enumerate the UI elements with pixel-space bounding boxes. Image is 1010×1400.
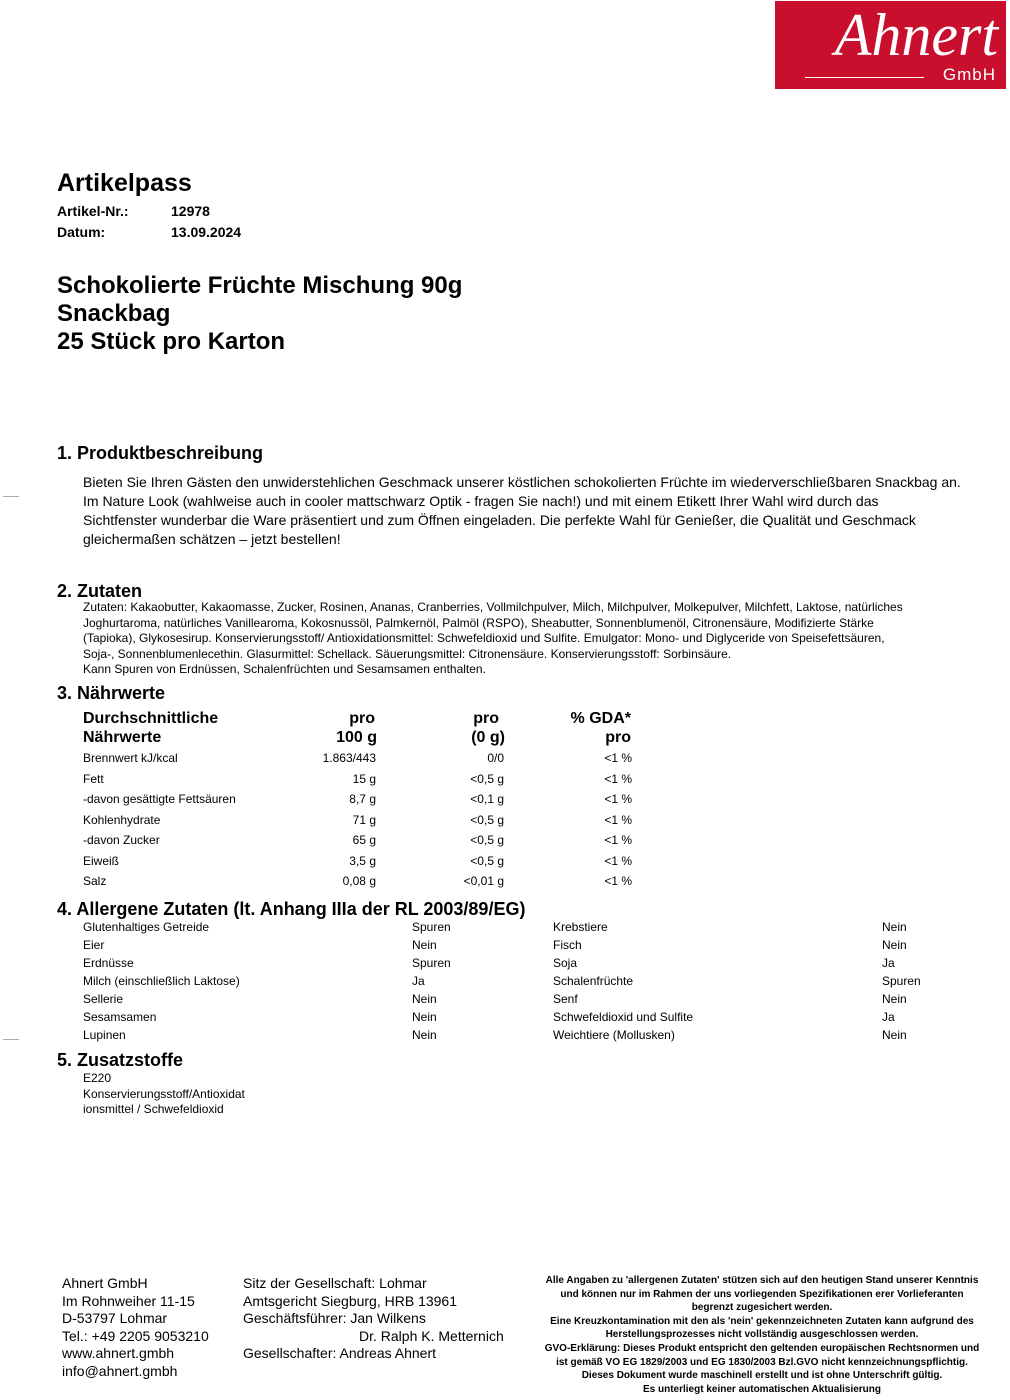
nutrition-row bbox=[83, 854, 643, 874]
header-line: Nährwerte bbox=[83, 729, 162, 746]
header-line: pro bbox=[349, 710, 375, 727]
allergen-row bbox=[83, 920, 983, 938]
nutrient-name: Eiweiß bbox=[83, 853, 120, 868]
nutrient-gda: <1 % bbox=[604, 751, 632, 765]
allergen-value: Ja bbox=[412, 974, 425, 988]
allergen-row bbox=[83, 992, 983, 1010]
allergen-name: Senf bbox=[553, 992, 578, 1006]
allergen-value: Nein bbox=[882, 920, 907, 934]
allergen-value: Nein bbox=[412, 992, 437, 1006]
allergen-value: Spuren bbox=[412, 920, 451, 934]
allergen-value: Nein bbox=[882, 1028, 907, 1042]
nutrient-per0: <0,1 g bbox=[470, 792, 504, 806]
margin-tick bbox=[3, 1039, 19, 1040]
product-description bbox=[83, 473, 961, 549]
allergen-value: Spuren bbox=[412, 956, 451, 970]
nutrient-per100: 8,7 g bbox=[349, 792, 376, 806]
nutrient-per100: 3,5 g bbox=[349, 853, 376, 868]
logo-wordmark: Ahnert bbox=[834, 2, 998, 68]
footer-website-link[interactable]: www.ahnert.gmbh bbox=[62, 1345, 175, 1361]
nutrient-per0: <0,01 g bbox=[463, 874, 504, 888]
footer-seat: Sitz der Gesellschaft: Lohmar bbox=[243, 1275, 427, 1291]
ingredients-line: Joghurtaroma, natürliches Vanillearoma, Kokosnussöl, Palmkernöl, Palmöl (RSPO), Sheabutter, Sonnenblumenöl, Citronensäure, Modifizierte Stärke bbox=[83, 615, 874, 630]
footer-company: Ahnert GmbH bbox=[62, 1275, 148, 1291]
nutrition-header-per100 bbox=[293, 709, 377, 747]
footer-legal bbox=[243, 1275, 504, 1363]
allergen-name: Krebstiere bbox=[553, 920, 608, 934]
nutrition-header-gda bbox=[533, 709, 633, 747]
header-line: pro bbox=[605, 729, 631, 746]
allergen-value: Nein bbox=[412, 1010, 437, 1024]
allergen-value: Nein bbox=[412, 1028, 437, 1042]
disclaimer-line: Alle Angaben zu 'allergenen Zutaten' stützen sich auf den heutigen Stand unserer Kenntnis bbox=[545, 1275, 979, 1286]
nutrient-per0: <0,5 g bbox=[470, 833, 504, 847]
footer-ceo-2: Dr. Ralph K. Metternich bbox=[359, 1327, 504, 1344]
product-title bbox=[57, 272, 462, 356]
section-heading-additives: 5. Zusatzstoffe bbox=[57, 1050, 184, 1070]
nutrient-per100: 65 g bbox=[352, 833, 376, 847]
allergen-name: Schwefeldioxid und Sulfite bbox=[553, 1010, 694, 1024]
additives-text bbox=[83, 1071, 245, 1118]
disclaimer-line: Es unterliegt keiner automatischen Aktualisierung bbox=[642, 1383, 882, 1395]
date-label: Datum: bbox=[57, 224, 106, 240]
nutrient-name: Salz bbox=[83, 874, 107, 888]
nutrient-name: Fett bbox=[83, 771, 104, 786]
additive-line: E220 bbox=[83, 1071, 112, 1085]
allergen-value: Ja bbox=[882, 1010, 895, 1024]
allergen-value: Ja bbox=[882, 956, 895, 970]
nutrient-name: Kohlenhydrate bbox=[83, 812, 161, 827]
allergen-row bbox=[83, 956, 983, 974]
allergen-row bbox=[83, 1028, 983, 1046]
nutrient-gda: <1 % bbox=[604, 812, 632, 827]
nutrient-per100: 15 g bbox=[352, 771, 376, 786]
nutrient-per100: 0,08 g bbox=[342, 874, 376, 888]
section-heading-ingredients: 2. Zutaten bbox=[57, 581, 143, 601]
nutrient-name: -davon gesättigte Fettsäuren bbox=[83, 792, 236, 806]
nutrient-name: Brennwert kJ/kcal bbox=[83, 751, 178, 765]
footer-shareholder: Gesellschafter: Andreas Ahnert bbox=[243, 1345, 436, 1361]
disclaimer-line: Herstellungsprozesses nicht vollständig ausgeschlossen werden. bbox=[605, 1329, 919, 1341]
logo-divider bbox=[805, 77, 924, 78]
date-value: 13.09.2024 bbox=[171, 224, 242, 240]
page-title: Artikelpass bbox=[57, 169, 192, 197]
logo-subtext: GmbH bbox=[942, 65, 996, 84]
footer-court: Amtsgericht Siegburg, HRB 13961 bbox=[243, 1292, 457, 1309]
footer-phone: Tel.: +49 2205 9053210 bbox=[62, 1327, 209, 1344]
disclaimer-line: GVO-Erklärung: Dieses Produkt entspricht den geltenden europäischen Rechtsnormen und bbox=[544, 1342, 980, 1354]
allergen-name: Milch (einschließlich Laktose) bbox=[83, 974, 240, 988]
allergen-name: Fisch bbox=[553, 938, 582, 952]
additive-line: Konservierungsstoff/Antioxidat bbox=[83, 1086, 245, 1101]
allergen-value: Nein bbox=[412, 938, 437, 952]
section-heading-nutrition: 3. Nährwerte bbox=[57, 683, 166, 703]
header-line: Durchschnittliche bbox=[83, 710, 219, 727]
disclaimer-line: Dieses Dokument wurde maschinell erstellt und ist ohne Unterschrift gültig. bbox=[581, 1370, 943, 1382]
ingredients-line: Soja-, Sonnenblumenlecethin. Glasurmittel: Schellack. Säuerungsmittel: Citronensäure. Konservierungsstoff: Sorbinsäure. bbox=[83, 646, 732, 661]
allergen-row bbox=[83, 938, 983, 956]
footer-street: Im Rohnweiher 11-15 bbox=[62, 1292, 195, 1309]
allergen-name: Sellerie bbox=[83, 992, 124, 1006]
allergen-row bbox=[83, 1010, 983, 1028]
nutrient-per0: <0,5 g bbox=[470, 812, 504, 827]
product-title-line: Snackbag bbox=[57, 300, 171, 327]
ingredients-text bbox=[83, 600, 903, 678]
description-line: gleichermaßen schätzen – jetzt bestellen! bbox=[83, 531, 341, 547]
ingredients-line: Zutaten: Kakaobutter, Kakaomasse, Zucker, Rosinen, Ananas, Cranberries, Vollmilchpulver, Milch, Milchpulver, Molkepulver, Milchfett, Laktose, natürliches bbox=[83, 600, 903, 614]
ingredients-line: (Tapioka), Glykosesirup. Konservierungsstoff/ Antioxidationsmittel: Schwefeldioxid und Sulfite. Emulgator: Mono- und Diglyceride von Speisefettsäuren, bbox=[83, 631, 885, 645]
nutrient-gda: <1 % bbox=[604, 874, 632, 888]
nutrient-per0: 0/0 bbox=[487, 751, 504, 765]
ingredients-line: Kann Spuren von Erdnüssen, Schalenfrüchten und Sesamsamen enthalten. bbox=[83, 662, 486, 676]
description-line: Bieten Sie Ihren Gästen den unwiderstehlichen Geschmack unserer köstlichen schokolierten Früchte im wiederverschließbaren Snackbag an. bbox=[83, 474, 961, 490]
nutrition-row bbox=[83, 751, 643, 771]
allergen-name: Soja bbox=[553, 956, 578, 970]
disclaimer-line: begrenzt zugesichert werden. bbox=[691, 1302, 833, 1314]
allergen-value: Nein bbox=[882, 938, 907, 952]
header-line: pro bbox=[473, 710, 499, 727]
nutrient-per0: <0,5 g bbox=[470, 771, 504, 786]
nutrient-gda: <1 % bbox=[604, 853, 632, 868]
header-line: (0 g) bbox=[471, 729, 505, 746]
nutrient-gda: <1 % bbox=[604, 792, 632, 806]
disclaimer-line: Eine Kreuzkontamination mit den als 'nein' gekennzeichneten Zutaten kann aufgrund des bbox=[550, 1315, 974, 1327]
nutrient-per100: 1.863/443 bbox=[322, 751, 376, 765]
allergen-value: Spuren bbox=[882, 974, 921, 988]
nutrient-name: -davon Zucker bbox=[83, 833, 160, 847]
nutrition-row bbox=[83, 772, 643, 792]
nutrition-row bbox=[83, 813, 643, 833]
footer-disclaimer bbox=[522, 1274, 1002, 1396]
allergen-name: Glutenhaltiges Getreide bbox=[83, 920, 210, 934]
article-number-value: 12978 bbox=[171, 203, 210, 219]
product-title-line: Schokolierte Früchte Mischung 90g bbox=[57, 272, 463, 299]
allergen-value: Nein bbox=[882, 992, 907, 1006]
footer-email-link[interactable]: info@ahnert.gmbh bbox=[62, 1362, 178, 1379]
additive-line: ionsmittel / Schwefeldioxid bbox=[83, 1102, 224, 1116]
article-number-label: Artikel-Nr.: bbox=[57, 203, 129, 219]
nutrient-per0: <0,5 g bbox=[470, 853, 504, 868]
disclaimer-line: ist gemäß VO EG 1829/2003 und EG 1830/2003 Bzl.GVO nicht kennzeichnungspflichtig. bbox=[556, 1356, 968, 1368]
nutrient-per100: 71 g bbox=[352, 812, 376, 827]
disclaimer-line: und können nur im Rahmen der uns vorliegenden Spezifikationen erer Vorlieferanten bbox=[560, 1288, 964, 1300]
nutrition-header-name bbox=[83, 709, 218, 747]
nutrition-row bbox=[83, 874, 643, 894]
section-heading-description: 1. Produktbeschreibung bbox=[57, 443, 264, 463]
company-logo bbox=[775, 1, 1006, 89]
footer-address bbox=[62, 1275, 209, 1380]
footer-ceo: Geschäftsführer: Jan Wilkens bbox=[243, 1310, 426, 1326]
margin-tick bbox=[3, 496, 19, 497]
allergen-name: Lupinen bbox=[83, 1028, 126, 1042]
allergen-name: Weichtiere (Mollusken) bbox=[553, 1028, 675, 1042]
nutrition-row bbox=[83, 792, 643, 812]
product-title-line: 25 Stück pro Karton bbox=[57, 328, 286, 355]
allergen-name: Schalenfrüchte bbox=[553, 974, 634, 988]
nutrition-row bbox=[83, 833, 643, 853]
allergen-name: Eier bbox=[83, 938, 105, 952]
nutrient-gda: <1 % bbox=[604, 771, 632, 786]
header-line: 100 g bbox=[336, 729, 377, 746]
nutrient-gda: <1 % bbox=[604, 833, 632, 847]
description-line: Im Nature Look (wahlweise auch in cooler mattschwarz Optik - fragen Sie nach!) und mit einem Etikett Ihrer Wahl wird durch das bbox=[83, 493, 879, 509]
allergen-name: Erdnüsse bbox=[83, 956, 134, 970]
allergen-row bbox=[83, 974, 983, 992]
description-line: Sichtfenster wunderbar die Ware präsentiert und zum Öffnen eingeladen. Die perfekte Wahl für Genießer, die Qualität und Geschmack bbox=[83, 512, 916, 528]
header-line: % GDA* bbox=[570, 710, 631, 727]
section-heading-allergens: 4. Allergene Zutaten (lt. Anhang IIIa der RL 2003/89/EG) bbox=[57, 899, 526, 919]
nutrition-header-per0 bbox=[423, 709, 505, 747]
footer-city: D-53797 Lohmar bbox=[62, 1310, 168, 1326]
allergen-name: Sesamsamen bbox=[83, 1010, 157, 1024]
